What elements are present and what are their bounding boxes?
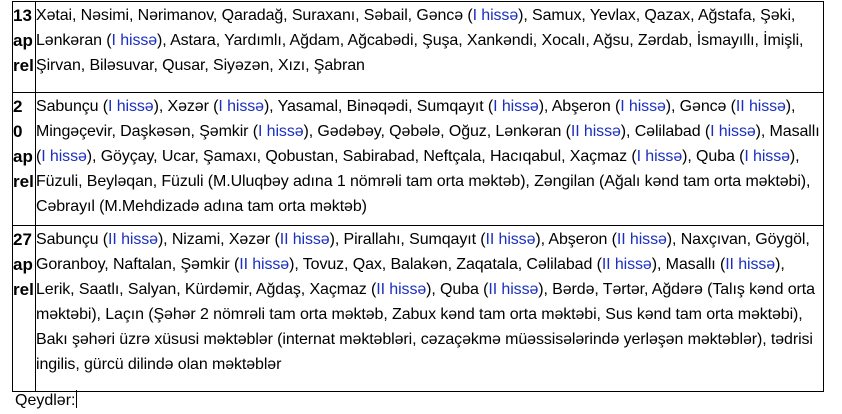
date-line: rel [13, 172, 34, 191]
district-text: Xətai, Nəsimi, Nərimanov, Qaradağ, Suraxanı, Səbail, Gəncə ( [36, 7, 473, 24]
part-label: I hissə [111, 32, 158, 49]
district-text: ), Abşeron ( [538, 98, 621, 115]
date-line: ap [13, 255, 33, 274]
date-line: 2 [13, 97, 23, 116]
part-label: II hissə [725, 256, 776, 273]
part-label: I hissə [620, 98, 666, 115]
part-label: II hissə [239, 256, 290, 273]
part-label: I hissə [493, 98, 539, 115]
date-line: ap [13, 31, 33, 50]
text-caret [76, 390, 77, 408]
district-text: ), Mingəçevir, Daşkəsən, Şəmkir ( [36, 98, 796, 140]
date-cell [13, 2, 36, 93]
district-text: ), Yasamal, Binəqədi, Sumqayıt ( [263, 98, 494, 115]
part-label: II hissə [601, 256, 652, 273]
table-row [13, 2, 824, 93]
district-text: ), Tovuz, Qax, Balakən, Zaqatala, Cəlilabad ( [289, 256, 602, 273]
part-label: I hissə [41, 148, 87, 165]
district-text: Sabunçu ( [36, 231, 109, 248]
part-label: II hissə [616, 231, 667, 248]
district-text: ), Gədəbəy, Qəbələ, Oğuz, Lənkəran ( [303, 123, 571, 140]
part-label: I hissə [710, 123, 756, 140]
part-label: I hissə [744, 148, 790, 165]
districts-cell [36, 93, 824, 226]
part-label: II hissə [485, 231, 536, 248]
part-label: II hissə [735, 98, 786, 115]
date-cell [13, 226, 36, 392]
part-label: II hissə [108, 231, 158, 248]
part-label: I hissə [108, 98, 154, 115]
date-line: rel [13, 280, 34, 299]
district-text: Sabunçu ( [36, 98, 109, 115]
table-row [13, 226, 824, 392]
district-text: ), Lerik, Saatlı, Salyan, Kürdəmir, Ağdaş, Xaçmaz ( [36, 256, 785, 298]
date-cell [13, 93, 36, 226]
part-label: I hissə [218, 98, 264, 115]
part-label: II hissə [376, 281, 427, 298]
district-text: ), Bərdə, Tərtər, Ağdərə (Talış kənd orta məktəbi), Laçın (Şəhər 2 nömrəli tam orta məktəb, Zabux kənd tam orta məktəbi, Sus kənd tam orta məktəbi), Bakı şəhəri üzrə xüsusi məktəblər (internat məktəbləri, cəzaçəkmə müəssisələrində yerləşən məktəblər), tədrisi ingilis, gürcü dilində olan məktəblər [36, 281, 815, 373]
district-text: ), Quba ( [426, 281, 489, 298]
district-text: ), Samux, Yevlax, Qazax, Ağstafa, Şəki, Lənkəran ( [36, 7, 796, 49]
district-text: ), Abşeron ( [535, 231, 617, 248]
part-label: II hissə [488, 281, 539, 298]
date-line: 0 [13, 122, 23, 141]
notes-line[interactable] [15, 389, 77, 413]
date-line: rel [13, 56, 34, 75]
notes-label: Qeydlər: [15, 392, 76, 409]
part-label: I hissə [636, 148, 683, 165]
part-label: II hissə [279, 231, 330, 248]
date-line: ap [13, 147, 33, 166]
district-text: ), Quba ( [682, 148, 745, 165]
part-label: I hissə [472, 7, 519, 24]
district-text: ), Nizami, Xəzər ( [157, 231, 280, 248]
districts-cell [36, 226, 824, 392]
district-text: ), Naxçıvan, Göygöl, Goranboy, Naftalan, Şəmkir ( [36, 231, 810, 273]
district-text: ), Pirallahı, Sumqayıt ( [329, 231, 486, 248]
district-text: ), Masallı ( [651, 256, 726, 273]
district-text: ), Xəzər ( [153, 98, 219, 115]
date-line: 27 [13, 230, 32, 249]
table-row [13, 93, 824, 226]
district-text: ), Cəlilabad ( [620, 123, 711, 140]
districts-cell [36, 2, 824, 93]
district-text: ), Masallı ( [36, 123, 820, 165]
part-label: I hissə [257, 123, 304, 140]
district-text: ), Astara, Yardımlı, Ağdam, Ağcabədi, Şuşa, Xankəndi, Xocalı, Ağsu, Zərdab, İsmayıllı, İmişli, Şirvan, Biləsuvar, Qusar, Siyəzən, Xızı, Şabran [36, 32, 804, 74]
district-text: ), Göyçay, Ucar, Şamaxı, Qobustan, Sabirabad, Neftçala, Hacıqabul, Xaçmaz ( [86, 148, 637, 165]
part-label: II hissə [570, 123, 621, 140]
district-text: ), Gəncə ( [665, 98, 736, 115]
date-line: 13 [13, 6, 32, 25]
schedule-table [12, 1, 824, 392]
district-text: ), Füzuli, Beyləqan, Füzuli (M.Uluqbəy adına 1 nömrəli tam orta məktəb), Zəngilan (Ağalı kənd tam orta məktəbi), Cəbrayıl (M.Mehdizadə adına tam orta məktəb) [36, 148, 811, 215]
